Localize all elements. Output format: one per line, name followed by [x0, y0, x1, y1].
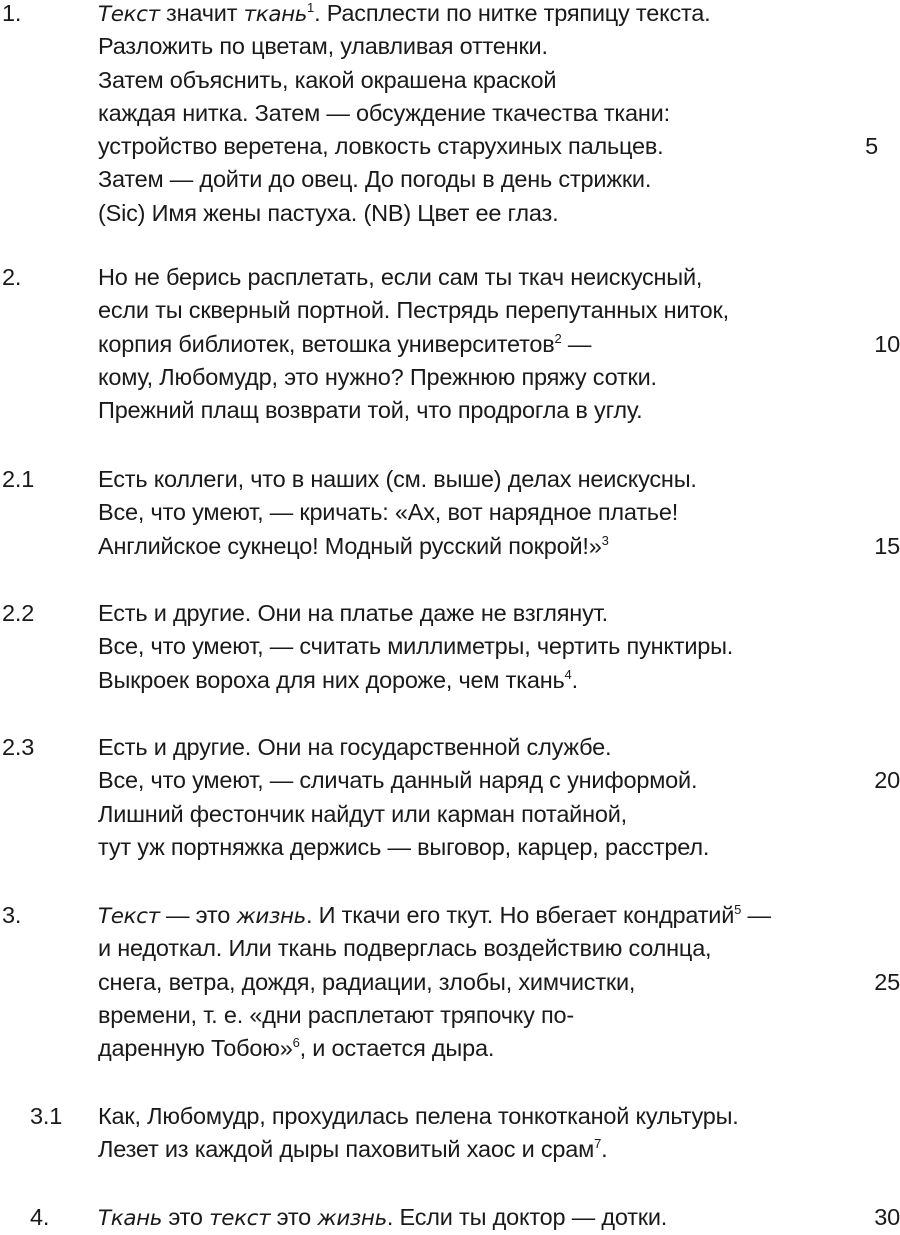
footnote-mark: 1 — [307, 0, 315, 15]
poem-line — [98, 394, 888, 427]
line-text: Все, что умеют, — считать миллиметры, чертить пунктиры. — [98, 633, 734, 660]
poem-line — [98, 831, 888, 864]
line-text: . И ткачи его ткут. Но вбегает кондратий — [305, 902, 735, 928]
line-text: . Если ты доктор — дотки. — [386, 1204, 668, 1230]
stanza-number: 2. — [2, 264, 22, 290]
poem-line — [98, 261, 888, 294]
italic-word: Ткань — [98, 1206, 163, 1231]
poem-line — [98, 361, 888, 394]
line-text: . — [601, 1136, 608, 1163]
line-text: времени, т. е. «дни расплетают тряпочку по- — [98, 1001, 575, 1028]
footnote-mark: 6 — [292, 1035, 300, 1051]
poem-line — [98, 197, 888, 230]
poem-line — [98, 30, 888, 63]
line-text: Английское сукнецо! Модный русский покрой!» — [98, 532, 602, 559]
italic-word: Текст — [98, 904, 160, 929]
footnote-mark: 4 — [564, 666, 572, 682]
stanza-number: 4. — [30, 1204, 50, 1230]
line-text: тут уж портняжка держись — выговор, карцер, расстрел. — [98, 833, 710, 860]
line-text: и недоткал. Или ткань подверглась воздействию солнца, — [98, 935, 712, 962]
line-text: , и остается дыра. — [299, 1035, 495, 1062]
poem-line — [98, 630, 888, 663]
stanza-lines — [98, 731, 900, 864]
footnote-mark: 7 — [594, 1136, 602, 1152]
line-number: 10 — [874, 330, 900, 357]
poem-line — [98, 328, 900, 361]
line-text: . Расплести по нитке тряпицу текста. — [314, 0, 711, 26]
line-text: корпия библиотек, ветошка университетов — [98, 330, 555, 357]
line-text: Лезет из каждой дыры паховитый хаос и срам — [98, 1136, 595, 1163]
poem-line — [98, 463, 888, 496]
line-number: 15 — [874, 532, 900, 559]
line-text: значит — [159, 0, 244, 26]
stanza-lines — [98, 1201, 900, 1234]
poem-line — [98, 1100, 888, 1133]
line-text: Прежний плащ возврати той, что продрогла в углу. — [98, 397, 643, 424]
italic-word: Текст — [98, 2, 160, 27]
poem-line — [98, 999, 888, 1032]
poem-line — [98, 932, 888, 965]
line-text: если ты скверный портной. Пестрядь перепутанных ниток, — [98, 297, 729, 324]
line-text: Затем — дойти до овец. До погоды в день стрижки. — [98, 166, 652, 193]
poem-line — [98, 163, 888, 196]
line-text: . — [571, 666, 578, 693]
poem-line — [98, 1032, 888, 1065]
line-text: Затем объяснить, какой окрашена краской — [98, 66, 557, 93]
stanza-number: 2.2 — [2, 600, 35, 626]
poem-line — [98, 496, 888, 529]
poem-line — [98, 731, 888, 764]
poem-line — [98, 597, 888, 630]
stanza-lines — [98, 0, 888, 230]
stanza-lines — [98, 463, 900, 563]
stanza-number: 2.3 — [2, 734, 35, 760]
poem-line — [98, 530, 900, 563]
line-text: — — [741, 902, 771, 928]
italic-word: жизнь — [317, 1206, 387, 1231]
poem-line — [98, 1201, 900, 1234]
stanza-lines — [98, 261, 900, 427]
line-text: это — [162, 1204, 210, 1230]
poem-line — [98, 130, 888, 163]
footnote-mark: 3 — [601, 532, 609, 548]
poem-line — [98, 1133, 888, 1166]
stanza-lines — [98, 1100, 888, 1167]
stanza-lines — [98, 899, 900, 1065]
line-text: — это — [159, 902, 237, 928]
line-text: (Sic) Имя жены пастуха. (NB) Цвет ее глаз. — [98, 199, 559, 226]
line-text: Но не берись расплетать, если сам ты ткач неискусный, — [98, 264, 703, 290]
stanza-lines — [98, 597, 888, 697]
stanza-number: 2.1 — [2, 466, 35, 492]
line-text: каждая нитка. Затем — обсуждение ткачества ткани: — [98, 99, 670, 126]
line-text: снега, ветра, дождя, радиации, злобы, химчистки, — [98, 968, 636, 995]
stanza-number: 3.1 — [30, 1103, 63, 1129]
poem-line — [98, 64, 888, 97]
poem-line — [98, 294, 888, 327]
line-text: Есть и другие. Они на государственной службе. — [98, 734, 612, 760]
line-number: 20 — [874, 767, 900, 794]
footnote-mark: 2 — [554, 330, 562, 346]
stanza-number: 3. — [2, 902, 22, 928]
poem-line — [98, 899, 888, 932]
poem-line — [98, 97, 888, 130]
line-text: Лишний фестончик найдут или карман потайной, — [98, 800, 628, 827]
line-number: 30 — [874, 1204, 900, 1230]
line-text: Все, что умеют, — кричать: «Ах, вот нарядное платье! — [98, 499, 679, 526]
line-text: — — [561, 330, 592, 357]
poem-line — [98, 798, 888, 831]
poem-line — [98, 764, 900, 797]
stanza-number: 1. — [2, 0, 22, 26]
line-text: кому, Любомудр, это нужно? Прежнюю пряжу сотки. — [98, 363, 657, 390]
line-text: это — [270, 1204, 318, 1230]
poem-line — [98, 0, 888, 30]
line-text: устройство веретена, ловкость старухиных пальцев. — [98, 133, 664, 160]
line-number: 5 — [865, 133, 878, 160]
line-text: Как, Любомудр, прохудилась пелена тонкотканой культуры. — [98, 1103, 739, 1129]
poem-line — [98, 664, 888, 697]
line-text: Разложить по цветам, улавливая оттенки. — [98, 33, 548, 60]
line-text: Все, что умеют, — сличать данный наряд с униформой. — [98, 767, 698, 794]
poem-line — [98, 966, 900, 999]
footnote-mark: 5 — [734, 902, 742, 917]
line-text: даренную Тобою» — [98, 1035, 293, 1062]
italic-word: текст — [209, 1206, 271, 1231]
line-number: 25 — [874, 968, 900, 995]
line-text: Выкроек вороха для них дороже, чем ткань — [98, 666, 565, 693]
line-text: Есть коллеги, что в наших (см. выше) делах неискусны. — [98, 466, 697, 492]
line-text: Есть и другие. Они на платье даже не взглянут. — [98, 600, 608, 626]
italic-word: жизнь — [236, 904, 306, 929]
italic-word: ткань — [243, 2, 308, 27]
